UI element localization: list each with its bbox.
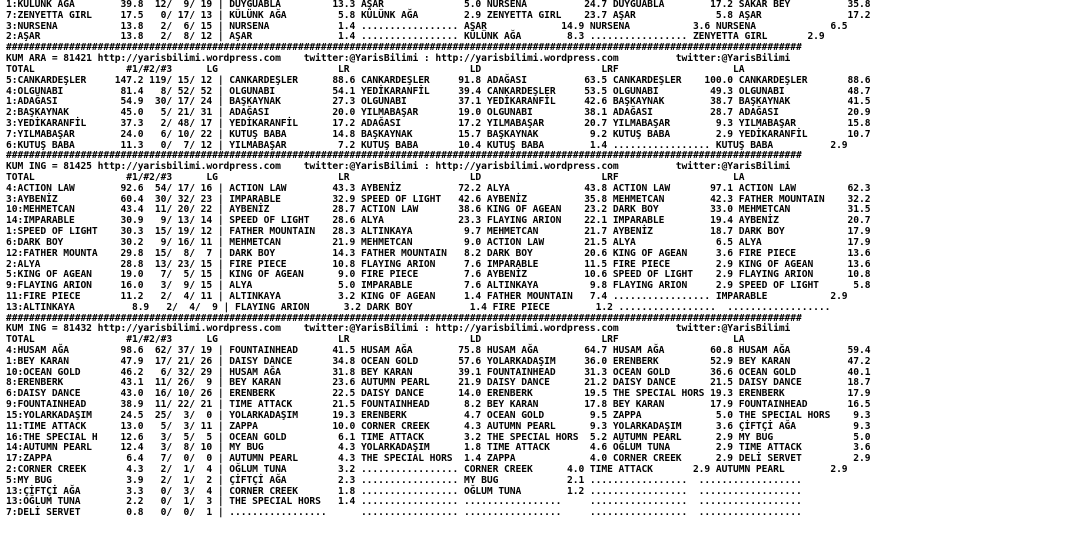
column-header-line: TOTAL #1/#2/#3 LG LR LD LRF LA (6, 172, 745, 183)
data-row: 17:ZAPPA 6.4 7/ 0/ 0 | AUTUMN PEARL 4.3 THE SPECIAL HORS 1.4 ZAPPA 4.0 CORNER CREEK 2.9 DELİ SERVET 2.9 (6, 453, 871, 465)
data-row: 13:OĞLUM TUNA 2.2 0/ 1/ 3 | THE SPECIAL HORS 1.4 ................. ................. ................. .................. (6, 496, 802, 508)
data-row: 13:ÇİFTÇİ AĞA 3.3 0/ 3/ 4 | CORNER CREEK 1.8 ................. OĞLUM TUNA 1.2 ................. .................. (6, 485, 802, 497)
data-row: 1:SPEED OF LIGHT 30.3 15/ 19/ 12 | FATHER MOUNTAIN 28.3 ALTINKAYA 9.7 MEHMETCAN 21.7 AYBENİZ 18.7 DARK BOY 17.9 (6, 226, 871, 238)
data-row: 9:FOUNTAINHEAD 38.9 11/ 22/ 21 | TIME ATTACK 21.5 FOUNTAINHEAD 8.2 BEY KARAN 17.8 BEY KARAN 17.9 FOUNTAINHEAD 16.5 (6, 399, 871, 411)
race-header-line: KUM ING = 81432 http://yarisbilimi.wordpress.com twitter:@YarisBilimi : http://yarisbilimi.wordpress.com twitter:@YarisBilimi (6, 323, 791, 335)
separator-line: ########################################################################################################################################### (6, 312, 802, 324)
data-row: 13:ALTINKAYA 8.9 2/ 4/ 9 | FLAYING ARION 3.2 DARK BOY 1.4 FIRE PIECE 1.2 ................. .................. (6, 301, 831, 313)
separator-line: ########################################################################################################################################### (6, 150, 802, 162)
data-row: 7:DELİ SERVET 0.8 0/ 0/ 1 | ................. ................. ................. ................. .................. (6, 507, 802, 519)
data-row: 5:CANKARDEŞLER 147.2 119/ 15/ 12 | CANKARDEŞLER 88.6 CANKARDEŞLER 91.8 ADAĞASI 63.5 CANKARDEŞLER 100.0 CANKARDEŞLER 88.6 (6, 74, 871, 86)
data-row: 16:THE SPECIAL H 12.6 3/ 5/ 5 | OCEAN GOLD 6.1 TIME ATTACK 3.2 THE SPECIAL HORS 5.2 AUTUMN PEARL 2.9 MY BUG 5.0 (6, 431, 871, 443)
data-row: 1:BEY KARAN 47.9 17/ 21/ 26 | DAISY DANCE 34.8 OCEAN GOLD 57.6 YOLARKADAŞIM 36.0 ERENBERK 52.9 BEY KARAN 47.2 (6, 355, 871, 367)
column-header-line: TOTAL #1/#2/#3 LG LR LD LRF LA (6, 334, 745, 346)
data-row: 12:FATHER MOUNTA 29.8 15/ 8/ 7 | DARK BOY 14.3 FATHER MOUNTAIN 8.2 DARK BOY 20.6 KING OF AGEAN 3.6 FIRE PIECE 13.6 (6, 247, 871, 259)
data-row: 6:DAISY DANCE 43.0 16/ 10/ 26 | ERENBERK 22.5 DAISY DANCE 14.0 ERENBERK 19.5 THE SPECIAL HORS 19.3 ERENBERK 17.9 (6, 388, 871, 400)
data-row: 7:YILMABAŞAR 24.0 6/ 10/ 22 | KUTUŞ BABA 14.8 BAŞKAYNAK 15.7 BAŞKAYNAK 9.2 KUTUŞ BABA 2.9 YEDİKARANFİL 10.7 (6, 128, 871, 140)
data-row: 2:ALYA 28.8 13/ 23/ 15 | FIRE PIECE 10.8 FLAYING ARION 7.6 IMPARABLE 11.5 FIRE PIECE 2.9 KING OF AGEAN 13.6 (6, 258, 871, 270)
data-row: 9:FLAYING ARION 16.0 3/ 9/ 15 | ALYA 5.0 IMPARABLE 7.6 ALTINKAYA 9.8 FLAYING ARION 2.9 SPEED OF LIGHT 5.8 (6, 280, 871, 292)
data-row: 15:YOLARKADAŞIM 24.5 25/ 3/ 0 | YOLARKADAŞIM 19.3 ERENBERK 4.7 OCEAN GOLD 9.5 ZAPPA 5.0 THE SPECIAL HORS 9.3 (6, 409, 871, 421)
separator-line: ########################################################################################################################################### (6, 42, 802, 54)
data-row: 2:BAŞKAYNAK 45.0 5/ 21/ 31 | ADAĞASI 20.0 YILMABAŞAR 19.0 OLGUNABI 38.1 ADAĞASI 28.7 ADAĞASI 20.9 (6, 107, 871, 119)
data-row: 14:IMPARABLE 30.9 9/ 13/ 14 | SPEED OF LIGHT 28.6 ALYA 23.3 FLAYING ARION 22.1 IMPARABLE 19.4 AYBENİZ 20.7 (6, 215, 871, 227)
column-header-line: TOTAL #1/#2/#3 LG LR LD LRF LA (6, 63, 745, 75)
data-row: 6:KUTUŞ BABA 11.3 0/ 7/ 12 | YILMABAŞAR 7.2 KUTUŞ BABA 10.4 KUTUŞ BABA 1.4 ................. KUTUŞ BABA 2.9 (6, 139, 848, 151)
data-row: 10:OCEAN GOLD 46.2 6/ 32/ 29 | HUSAM AĞA 31.8 BEY KARAN 39.1 FOUNTAINHEAD 31.3 OCEAN GOLD 36.6 OCEAN GOLD 40.1 (6, 366, 871, 378)
data-row: 8:ERENBERK 43.1 11/ 26/ 9 | BEY KARAN 23.6 AUTUMN PEARL 21.9 DAISY DANCE 21.2 DAISY DANCE 21.5 DAISY DANCE 18.7 (6, 377, 871, 389)
data-row: 2:AŞAR 13.8 2/ 8/ 12 | AŞAR 1.4 ................. KÜLÜNK AĞA 8.3 ................. ZENYETTA GIRL 2.9 (6, 31, 825, 43)
race-header-line: KUM ING = 81425 http://yarisbilimi.wordpress.com twitter:@YarisBilimi : http://yarisbilimi.wordpress.com twitter:@YarisBilimi (6, 161, 791, 173)
data-row: 4:HUSAM AĞA 98.6 62/ 37/ 19 | FOUNTAINHEAD 41.5 HUSAM AĞA 75.8 HUSAM AĞA 64.7 HUSAM AĞA 60.8 HUSAM AĞA 59.4 (6, 345, 871, 356)
data-row: 5:KING OF AGEAN 19.0 7/ 5/ 15 | KING OF AGEAN 9.0 FIRE PIECE 7.6 AYBENİZ 10.6 SPEED OF LIGHT 2.9 FLAYING ARION 10.8 (6, 269, 871, 281)
data-row: 3:NURSENA 13.8 2/ 6/ 15 | NURSENA 1.4 ................. AŞAR 14.9 NURSENA 3.6 NURSENA 6.5 (6, 20, 848, 32)
data-row: 5:MY BUG 3.9 2/ 1/ 2 | ÇİFTÇİ AĞA 2.3 ................. MY BUG 2.1 ................. .................. (6, 474, 802, 486)
data-row: 1:ADAĞASI 54.9 30/ 17/ 24 | BAŞKAYNAK 27.3 OLGUNABI 37.1 YEDİKARANFİL 42.6 BAŞKAYNAK 38.7 BAŞKAYNAK 41.5 (6, 96, 871, 108)
data-row: 3:AYBENİZ 60.4 30/ 32/ 23 | IMPARABLE 32.9 SPEED OF LIGHT 42.6 AYBENİZ 35.8 MEHMETCAN 42.3 FATHER MOUNTAIN 32.2 (6, 193, 871, 205)
race-header-line: KUM ARA = 81421 http://yarisbilimi.wordpress.com twitter:@YarisBilimi : http://yarisbilimi.wordpress.com twitter:@YarisBilimi (6, 53, 791, 65)
data-row: 11:FIRE PIECE 11.2 2/ 4/ 11 | ALTINKAYA 3.2 KING OF AGEAN 1.4 FATHER MOUNTAIN 7.4 ................. IMPARABLE 2.9 (6, 290, 848, 302)
data-row: 7:ZENYETTA GIRL 17.5 0/ 17/ 13 | KÜLÜNK AĞA 5.8 KÜLÜNK AĞA 2.9 ZENYETTA GIRL 23.7 AŞAR 5.8 AŞAR 17.2 (6, 9, 871, 21)
data-row: 10:MEHMETCAN 43.4 11/ 20/ 22 | AYBENİZ 28.7 ACTION LAW 38.6 KING OF AGEAN 23.2 DARK BOY 33.0 MEHMETCAN 31.5 (6, 204, 871, 216)
data-row: 4:ACTION LAW 92.6 54/ 17/ 16 | ACTION LAW 43.3 AYBENİZ 72.2 ALYA 43.8 ACTION LAW 97.1 ACTION LAW 62.3 (6, 182, 871, 194)
data-row: 3:YEDİKARANFİL 37.3 2/ 48/ 17 | YEDİKARANFİL 17.2 ADAĞASI 17.2 YILMABAŞAR 20.7 YILMABAŞAR 9.3 YILMABAŞAR 15.8 (6, 117, 871, 129)
data-row: 11:TIME ATTACK 13.0 5/ 3/ 11 | ZAPPA 10.0 CORNER CREEK 4.3 AUTUMN PEARL 9.3 YOLARKADAŞIM 3.6 ÇİFTÇİ AĞA 9.3 (6, 420, 871, 432)
data-row: 1:KÜLÜNK AĞA 39.8 12/ 9/ 19 | DUYGUABLA 13.3 AŞAR 5.0 NURSENA 24.7 DUYGUABLA 17.2 SAKAR BEY 35.8 (6, 0, 871, 10)
data-row: 6:DARK BOY 30.2 9/ 16/ 11 | MEHMETCAN 21.9 MEHMETCAN 9.0 ACTION LAW 21.5 ALYA 6.5 ALYA 17.9 (6, 236, 871, 248)
data-row: 2:CORNER CREEK 4.3 2/ 1/ 4 | OĞLUM TUNA 3.2 ................. CORNER CREEK 4.0 TIME ATTACK 2.9 AUTUMN PEARL 2.9 (6, 463, 848, 475)
data-row: 14:AUTUMN PEARL 12.4 3/ 8/ 10 | MY BUG 4.3 YOLARKADAŞIM 1.8 TIME ATTACK 4.6 OĞLUM TUNA 2.9 TIME ATTACK 3.6 (6, 442, 871, 454)
data-row: 4:OLGUNABI 81.4 8/ 52/ 52 | OLGUNABI 54.1 YEDİKARANFİL 39.4 CANKARDEŞLER 53.5 OLGUNABI 49.3 OLGUNABI 48.7 (6, 85, 871, 97)
